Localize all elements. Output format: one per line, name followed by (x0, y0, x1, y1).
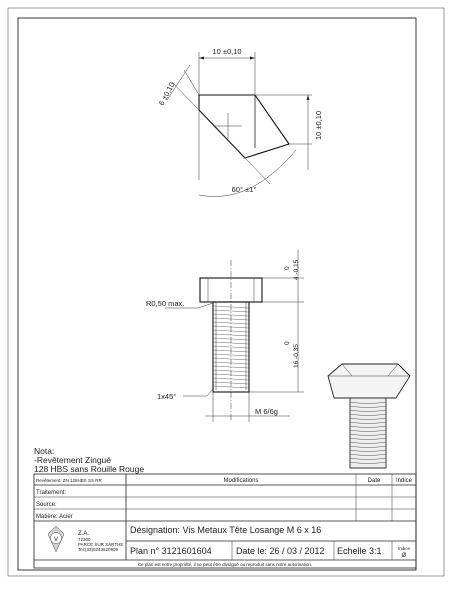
logo-mark: V (53, 537, 59, 543)
note-line-2: 128 HBS sans Rouille Rouge (34, 464, 145, 474)
note-line-1: -Revêtement Zingué (34, 455, 112, 465)
note-block (34, 446, 144, 474)
designation-text: Désignation: Vis Metaux Tête Losange M 6 x 16 (130, 525, 322, 535)
title-block (34, 474, 416, 568)
dim-angle-label: 60° ±1° (231, 185, 257, 194)
logo-line-1: 72300 (78, 537, 91, 542)
thread-line (213, 310, 249, 312)
dim-height-label: 10 ±0,10 (314, 110, 323, 140)
iso-head (328, 364, 410, 398)
isometric-view (328, 364, 410, 468)
dim-shank-label: 16 -0,35 (293, 344, 300, 368)
iso-shank (350, 398, 386, 468)
logo-line-2: PARCE SUR SARTHE (78, 542, 124, 547)
note-title: Nota: (34, 446, 55, 456)
echelle: Echelle 3:1 (337, 546, 382, 556)
dim-radius-label: R0,50 max. (146, 299, 185, 308)
source-label: Source: (36, 502, 57, 508)
dim-width-label: 10 ±0,10 (212, 47, 242, 56)
leader-radius-arrow (198, 303, 213, 308)
thread-line (213, 346, 249, 348)
side-view (146, 250, 304, 422)
date-le: Date le: 26 / 03 / 2012 (236, 546, 325, 556)
revetement-label: Revêtement: ZN 128HBS SS RR (36, 478, 102, 483)
plan-number: Plan n° 3121601604 (130, 546, 212, 556)
matiere-label: Matière: Acier (36, 514, 73, 520)
dim-chamfer-label: 6 ±0,10 (156, 80, 177, 107)
date-header: Date (367, 478, 381, 484)
top-view (157, 47, 323, 197)
diamond-head-outline (199, 95, 289, 158)
angle-ext-2 (245, 158, 270, 184)
indice-header: Indice (395, 478, 413, 484)
diamond-edge (199, 110, 245, 158)
logo-line-3: Tel:(33)0243620909 (78, 547, 119, 552)
footer-notice: Ce plan est notre propriété, il ne peut être divulgué ou reproduit sans notre autorisation. (137, 562, 313, 567)
arrow-right (250, 57, 255, 60)
dim-shank-upper: 0 (284, 341, 291, 345)
indice-bottom-label: Indice (397, 546, 411, 551)
arrow-left (199, 57, 204, 60)
traitement-label: Traitement: (36, 490, 67, 496)
indice-bottom-value: Ø (401, 553, 407, 559)
dim-chamfer-45-label: 1x45° (157, 392, 177, 401)
arrow-top (307, 95, 310, 100)
dim-thread-label: M 6/6g (255, 407, 278, 416)
outer-border (8, 8, 444, 576)
thread-line (213, 354, 249, 356)
modifications-header: Modifications (223, 478, 259, 484)
inner-border (18, 18, 416, 570)
dim-head-upper: 0 (284, 266, 291, 270)
ext-line-chamfer-b (184, 70, 199, 95)
logo-text: Z.A. (78, 531, 90, 537)
company-logo (48, 526, 123, 552)
dim-head-label: 4 -0,15 (293, 259, 300, 280)
